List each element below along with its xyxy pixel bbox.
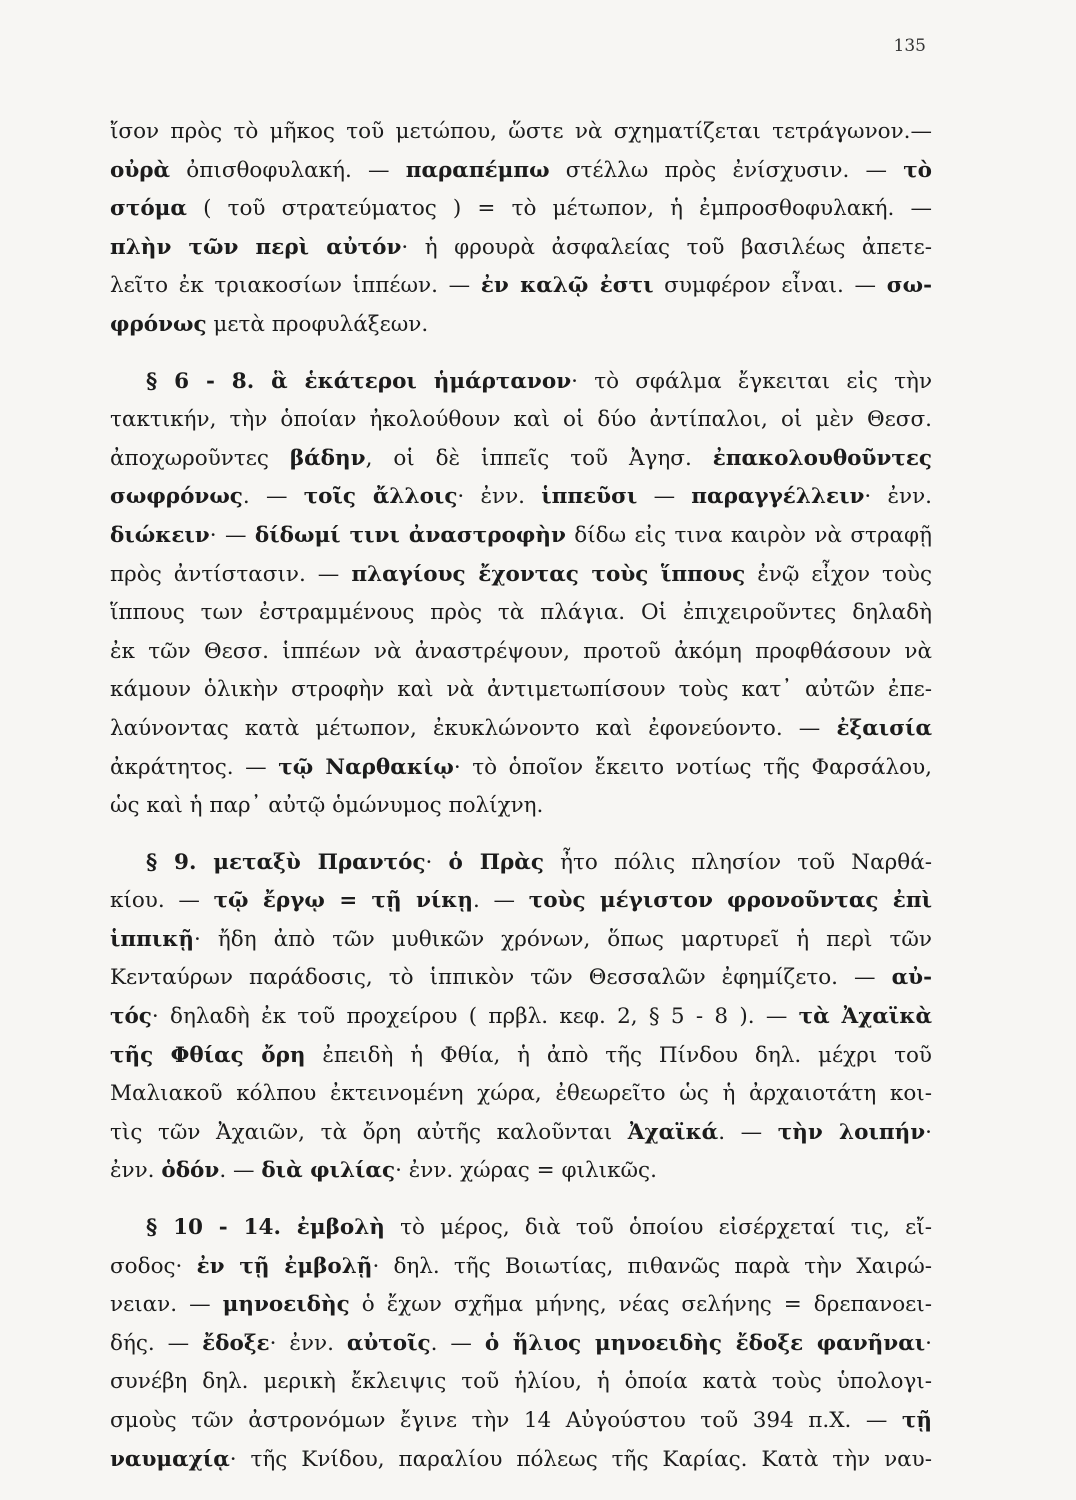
text-span: σοδος· — [110, 1253, 197, 1279]
text-line — [110, 787, 932, 826]
text-span: στέλλω πρὸς ἐνίσχυσιν. — — [549, 157, 904, 183]
text-span: ἐκ τῶν Θεσσ. ἱππέων νὰ ἀναστρέψουν, προτοῦ ἀκόμη προφθάσουν νὰ — [110, 638, 932, 664]
bold-lemma: στόμα — [110, 196, 187, 222]
text-span: συνέβη δηλ. μερικὴ ἔκλειψις τοῦ ἡλίου, ἡ ὁποία κατὰ τοὺς ὑπολογι- — [110, 1369, 932, 1395]
text-line — [110, 152, 932, 191]
text-span: ἐνῷ εἶχον τοὺς — [745, 561, 932, 587]
text-span: Κενταύρων παράδοσις, τὸ ἱππικὸν τῶν Θεσσαλῶν ἐφημίζετο. — — [110, 965, 892, 991]
text-line — [110, 921, 932, 960]
text-span: Μαλιακοῦ κόλπου ἐκτεινομένη χώρα, ἐθεωρεῖτο ὡς ἡ ἀρχαιοτάτη κοι- — [110, 1081, 932, 1107]
text-span: ἐπειδὴ ἡ Φθία, ἡ ἀπὸ τῆς Πίνδου δηλ. μέχρι τοῦ — [305, 1042, 932, 1068]
text-span: · ἐνν. — [457, 484, 542, 510]
bold-lemma: Ἀχαϊκά — [627, 1119, 719, 1145]
text-line — [110, 1075, 932, 1114]
text-span: ἀκράτητος. — — [110, 754, 279, 780]
text-line — [110, 229, 932, 268]
text-span: · τὸ σφάλμα ἔγκειται εἰς τὴν — [571, 368, 932, 394]
text-span: ἦτο πόλις πλησίον τοῦ Ναρθά- — [543, 849, 932, 875]
text-span: . — — [718, 1119, 778, 1145]
bold-lemma: διώκειν — [110, 522, 210, 548]
bold-lemma: αὐ- — [891, 965, 932, 991]
text-span: ὁ ἔχων σχῆμα μήνης, νέας σελήνης = δρεπανοει- — [349, 1292, 932, 1318]
text-span: · ἐνν. — [269, 1330, 347, 1356]
text-span: λαύνοντας κατὰ μέτωπον, ἐκυκλώνοντο καὶ ἐφονεύοντο. — — [110, 715, 837, 741]
text-span: ἴσον πρὸς τὸ μῆκος τοῦ μετώπου, ὥστε νὰ σχηματίζεται τετράγωνον.— — [110, 119, 932, 144]
bold-lemma: τῇ — [901, 1408, 932, 1433]
bold-lemma: οὐρὰ — [110, 157, 171, 183]
text-line — [110, 1325, 932, 1364]
text-span: ὀπισθοφυλακή. — — [170, 157, 406, 183]
bold-lemma: τῷ ἔργῳ = τῇ νίκῃ — [213, 888, 474, 914]
bold-lemma: τὰ Ἀχαϊκὰ — [798, 1004, 932, 1030]
text-line — [110, 306, 932, 345]
bold-lemma: § 9. μεταξὺ Πραντός — [146, 849, 426, 875]
bold-lemma: μηνοειδὴς — [222, 1292, 350, 1318]
bold-lemma: ἱππεῦσι — [541, 484, 638, 510]
text-span: ἀποχωροῦντες — [110, 445, 290, 471]
text-span: . — — [473, 888, 529, 914]
bold-lemma: παραπέμπω — [405, 157, 550, 183]
text-line — [110, 1286, 932, 1325]
text-span: κάμουν ὁλικὴν στροφὴν καὶ νὰ ἀντιμετωπίσουν τοὺς κατ᾽ αὐτῶν ἐπε- — [110, 677, 932, 703]
text-line — [110, 1363, 932, 1402]
text-span: . — — [430, 1330, 485, 1356]
text-line — [110, 882, 932, 921]
bold-lemma: ὁ ἥλιος μηνοειδὴς ἔδοξε φανῆναι — [484, 1330, 926, 1356]
text-line — [110, 959, 932, 998]
text-span: κίου. — — [110, 888, 214, 914]
text-span: · ἐνν. χώρας = φιλικῶς. — [395, 1158, 657, 1184]
text-line — [110, 478, 932, 517]
text-line — [110, 190, 932, 229]
text-span: πρὸς ἀντίστασιν. — — [110, 561, 352, 587]
bold-lemma: δίδωμί τινι ἀναστροφὴν — [254, 522, 566, 548]
bold-lemma: τοὺς μέγιστον φρονοῦντας ἐπὶ — [528, 888, 932, 914]
text-span: ἐνν. — [110, 1158, 162, 1184]
text-line — [110, 1114, 932, 1153]
text-span: λεῖτο ἐκ τριακοσίων ἱππέων. — — [110, 273, 481, 299]
text-span: · τῆς Κνίδου, παραλίου πόλεως τῆς Καρίας. Κατὰ τὴν ναυ- — [229, 1446, 932, 1472]
text-line — [110, 556, 932, 595]
text-line — [110, 844, 932, 883]
text-span: — — [637, 484, 692, 510]
bold-lemma: ἐξαισία — [836, 715, 932, 741]
text-line — [110, 633, 932, 672]
text-span: · — [925, 1119, 932, 1145]
text-line — [110, 267, 932, 306]
text-span: μετὰ προφυλάξεων. — [206, 311, 429, 337]
bold-lemma: βάδην — [289, 445, 366, 471]
bold-lemma: πλαγίους ἔχοντας τοὺς ἵππους — [351, 561, 746, 587]
bold-lemma: ἐν τῇ ἐμβολῇ — [196, 1253, 373, 1279]
text-line — [110, 594, 932, 633]
text-span: ὡς καὶ ἡ παρ᾽ αὐτῷ ὁμώνυμος πολίχνη. — [110, 793, 544, 819]
bold-lemma: ἔδοξε — [202, 1330, 270, 1356]
text-line — [110, 113, 932, 152]
bold-lemma: διὰ φιλίας — [261, 1158, 396, 1184]
bold-lemma: φρόνως — [110, 311, 207, 337]
bold-lemma: ἐν καλῷ ἐστι — [480, 273, 654, 299]
text-line — [110, 363, 932, 402]
text-span: · — [925, 1330, 932, 1356]
bold-lemma: τῆς Φθίας ὄρη — [110, 1042, 306, 1068]
text-span: συμφέρον εἶναι. — — [653, 273, 887, 299]
bold-lemma: σω- — [886, 273, 932, 299]
text-line — [110, 749, 932, 788]
text-line — [110, 1037, 932, 1076]
bold-lemma: τὴν λοιπήν — [777, 1119, 926, 1145]
text-line — [110, 710, 932, 749]
text-span: · ἡ φρουρὰ ἀσφαλείας τοῦ βασιλέως ἀπετε- — [401, 234, 932, 260]
text-span: δής. — — [110, 1330, 203, 1356]
text-span: . — — [242, 484, 304, 510]
text-span: · — [425, 849, 449, 875]
text-span: ἵππους των ἐστραμμένους πρὸς τὰ πλάγια. Οἱ ἐπιχειροῦντες δηλαδὴ — [110, 600, 932, 626]
text-line — [110, 671, 932, 710]
bold-lemma: πλὴν τῶν περὶ αὐτόν — [110, 234, 402, 260]
text-span: , οἱ δὲ ἱππεῖς τοῦ Ἀγησ. — [365, 445, 713, 471]
bold-lemma: τοῖς ἄλλοις — [303, 484, 458, 510]
text-span: τὶς τῶν Ἀχαιῶν, τὰ ὄρη αὐτῆς καλοῦνται — [110, 1119, 628, 1145]
text-line — [110, 1248, 932, 1287]
bold-lemma: τῷ Ναρθακίῳ — [278, 754, 454, 780]
bold-lemma: τὸ — [903, 157, 932, 183]
text-line — [110, 440, 932, 479]
bold-lemma: § 10 - 14. ἐμβολὴ — [146, 1215, 385, 1241]
bold-lemma: ναυμαχίᾳ — [110, 1446, 230, 1472]
text-span: · δηλ. τῆς Βοιωτίας, πιθανῶς παρὰ τὴν Χαιρώ- — [372, 1253, 932, 1279]
bold-lemma: τός — [110, 1004, 152, 1030]
bold-lemma: παραγγέλλειν — [691, 484, 865, 510]
text-span: . — — [219, 1158, 262, 1184]
bold-lemma: ὁ Πρὰς — [448, 849, 544, 875]
text-line — [110, 517, 932, 556]
commentary-text — [110, 113, 932, 1479]
text-span: ( τοῦ στρατεύματος ) = τὸ μέτωπον, ἡ ἐμπροσθοφυλακή. — — [186, 196, 932, 222]
text-span: · ἐνν. — [864, 484, 932, 510]
bold-lemma: σωφρόνως — [110, 484, 243, 510]
text-line — [110, 1152, 932, 1191]
text-span: · δηλαδὴ ἐκ τοῦ προχείρου ( πρβλ. κεφ. 2, § 5 - 8 ). — — [151, 1004, 799, 1030]
text-line — [110, 1441, 932, 1480]
text-line — [110, 1402, 932, 1441]
bold-lemma: ὁδόν — [161, 1158, 220, 1184]
text-span: · τὸ ὁποῖον ἔκειτο νοτίως τῆς Φαρσάλου, — [453, 754, 932, 780]
bold-lemma: ἱππικῇ — [110, 926, 195, 952]
text-span: τακτικήν, τὴν ὁποίαν ἠκολούθουν καὶ οἱ δύο ἀντίπαλοι, οἱ μὲν Θεσσ. — [110, 407, 932, 433]
text-span: · — — [209, 522, 255, 548]
bold-lemma: § 6 - 8. ἃ ἑκάτεροι ἡμάρτανον — [146, 368, 572, 394]
text-line — [110, 998, 932, 1037]
text-span: νειαν. — — [110, 1292, 223, 1318]
bold-lemma: αὐτοῖς — [346, 1330, 431, 1356]
text-span: · ἤδη ἀπὸ τῶν μυθικῶν χρόνων, ὅπως μαρτυρεῖ ἡ περὶ τῶν — [194, 926, 932, 952]
text-span: τὸ μέρος, διὰ τοῦ ὁποίου εἰσέρχεταί τις, εἴ- — [384, 1215, 932, 1241]
text-span: δίδω εἰς τινα καιρὸν νὰ στραφῇ — [565, 522, 932, 548]
bold-lemma: ἐπακολουθοῦντες — [712, 445, 932, 471]
text-span: σμοὺς τῶν ἀστρονόμων ἔγινε τὴν 14 Αὐγούστου τοῦ 394 π.Χ. — — [110, 1408, 902, 1433]
page-number: 135 — [893, 36, 926, 56]
text-line — [110, 1209, 932, 1248]
text-line — [110, 401, 932, 440]
